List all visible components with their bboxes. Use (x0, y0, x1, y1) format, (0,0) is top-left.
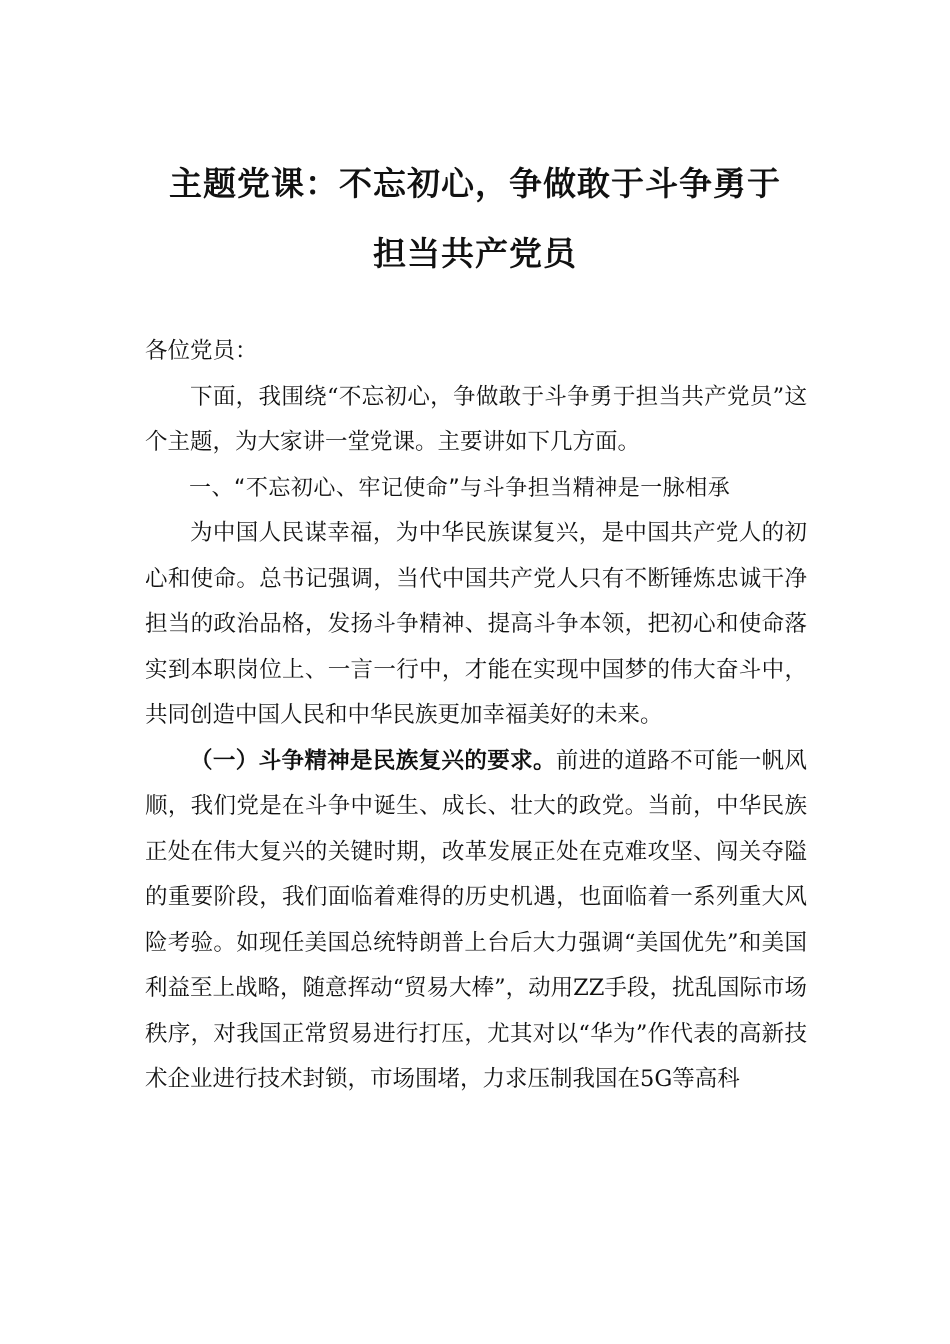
subsection-1-paragraph (145, 739, 807, 1103)
salutation: 各位党员： (145, 338, 258, 364)
section-1-paragraph: 为中国人民谋幸福，为中华民族谋复兴，是中国共产党人的初心和使命。总书记强调，当代中国共产党人只有不断锤炼忠诚干净担当的政治品格，发扬斗争精神、提高斗争本领，把初心和使命落实到本职岗位上、一言一行中，才能在实现中国梦的伟大奋斗中，共同创造中国人民和中华民族更加幸福美好的未来。 (145, 520, 807, 728)
document-title-line-1: 主题党课：不忘初心，争做敢于斗争勇于 (169, 164, 781, 203)
document-title-line-2: 担当共产党员 (373, 234, 577, 273)
section-1-heading: 一、“不忘初心、牢记使命”与斗争担当精神是一脉相承 (189, 475, 731, 501)
document-body (145, 329, 807, 1103)
subsection-1-lead: （一）斗争精神是民族复兴的要求。 (190, 747, 556, 774)
intro-paragraph: 下面，我围绕“不忘初心，争做敢于斗争勇于担当共产党员”这个主题，为大家讲一堂党课。主要讲如下几方面。 (145, 383, 807, 455)
subsection-1-text: 前进的道路不可能一帆风顺，我们党是在斗争中诞生、成长、壮大的政党。当前，中华民族正处在伟大复兴的关键时期，改革发展正处在克难攻坚、闯关夺隘的重要阶段，我们面临着难得的历史机遇，也面临着一系列重大风险考验。如现任美国总统特朗普上台后大力强调“美国优先”和美国利益至上战略，随意挥动“贸易大棒”，动用ZZ手段，扰乱国际市场秩序，对我国正常贸易进行打压，尤其对以“华为”作代表的高新技术企业进行技术封锁，市场围堵，力求压制我国在5G等高科 (145, 747, 807, 1092)
